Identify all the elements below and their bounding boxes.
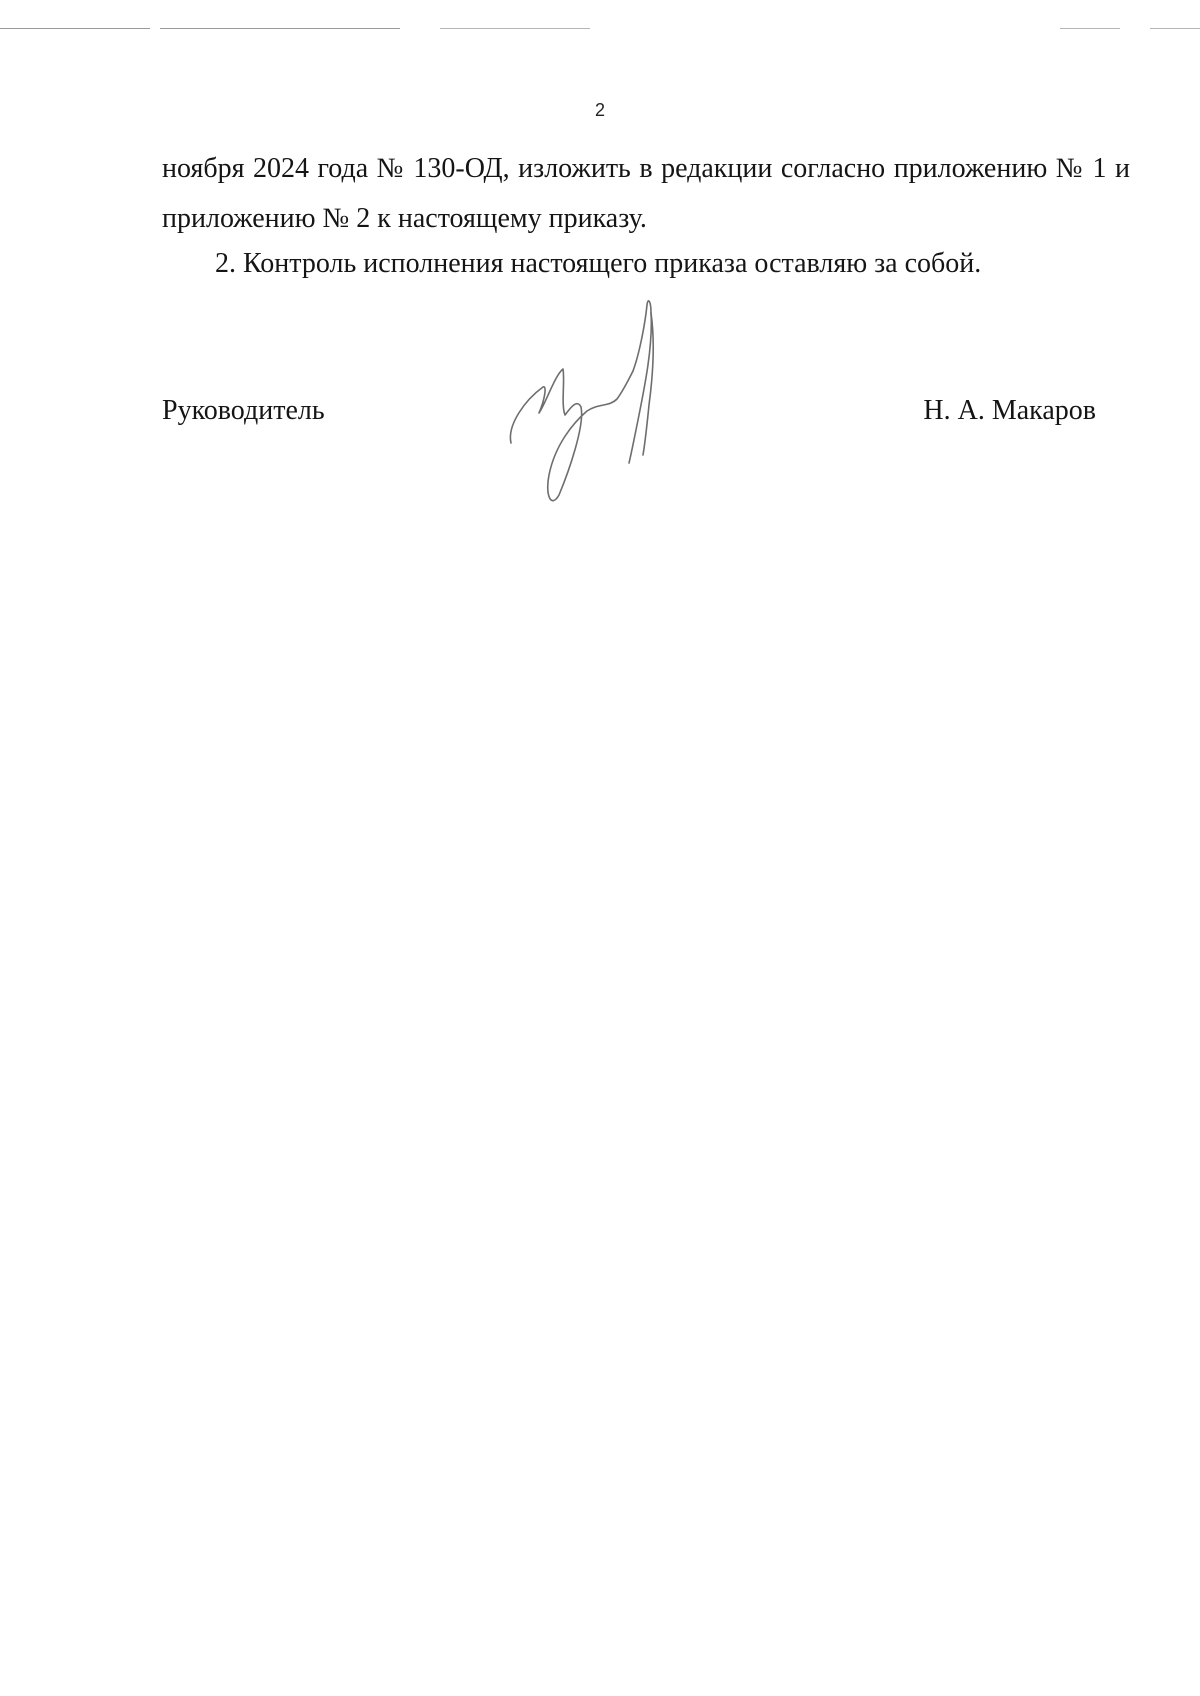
body-paragraph: 2. Контроль исполнения настоящего приказа оставляю за собой. — [215, 248, 982, 279]
scan-artifact-line — [1150, 28, 1200, 29]
signature-stroke — [629, 301, 651, 463]
scan-artifact-line — [0, 28, 150, 29]
page-number: 2 — [594, 100, 605, 120]
scan-artifact-line — [1060, 28, 1120, 29]
signatory-name: Н. А. Макаров — [923, 395, 1096, 426]
scan-artifact-line — [440, 28, 590, 29]
signatory-position: Руководитель — [162, 395, 325, 426]
scan-artifact-line — [160, 28, 400, 29]
signature-stroke — [510, 369, 633, 501]
body-text-line: ноября 2024 года № 130-ОД, изложить в редакции согласно приложению № 1 и — [162, 153, 1130, 184]
body-text-line: приложению № 2 к настоящему приказу. — [162, 203, 647, 234]
handwritten-signature — [505, 295, 675, 505]
